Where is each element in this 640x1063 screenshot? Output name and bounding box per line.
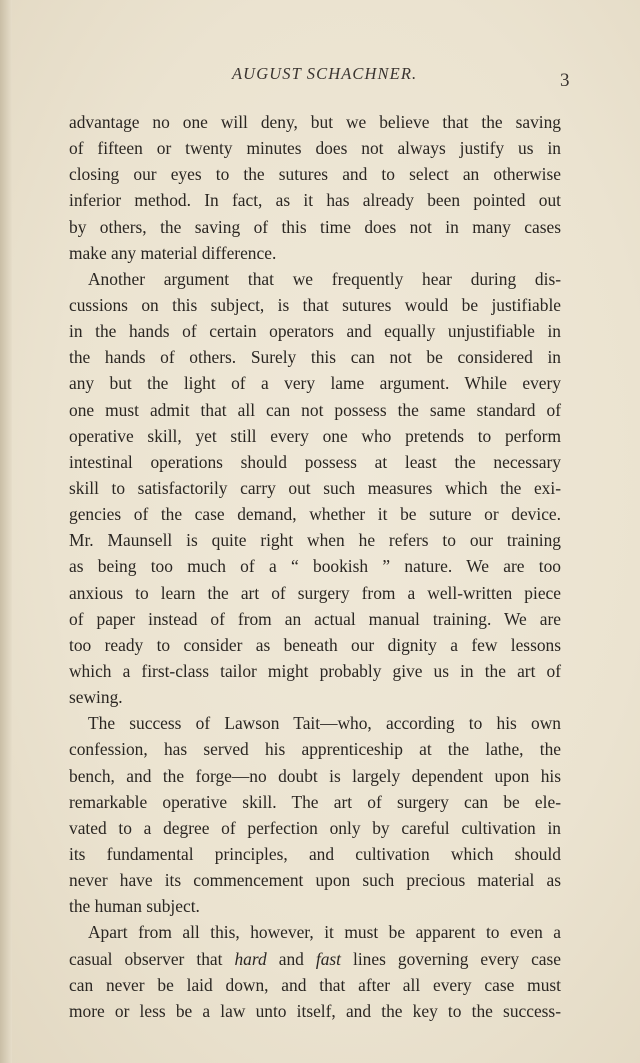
italic-word-hard: hard xyxy=(234,948,267,969)
text-line: of paper instead of from an actual manual training. We are xyxy=(69,608,561,629)
text-line: closing our eyes to the sutures and to select an otherwise xyxy=(69,164,561,185)
running-head xyxy=(0,64,640,90)
italic-word-fast: fast xyxy=(315,948,341,969)
text-line: too ready to consider as beneath our dignity a few lessons xyxy=(69,634,561,655)
text-line: vated to a degree of perfection only by careful cultivation in xyxy=(69,817,561,838)
text-line: bench, and the forge—no doubt is largely dependent upon his xyxy=(69,765,561,786)
body-text xyxy=(69,109,561,1024)
text-line: more or less be a law unto itself, and the key to the success- xyxy=(69,1000,561,1021)
page-gutter-shadow xyxy=(0,0,12,1063)
text-line: advantage no one will deny, but we believe that the saving xyxy=(69,112,561,132)
text-run: and xyxy=(266,948,316,969)
text-line: its fundamental principles, and cultivation which should xyxy=(69,843,561,864)
text-run: casual observer that xyxy=(69,948,235,969)
text-line: anxious to learn the art of surgery from a well-written piece xyxy=(69,582,561,603)
text-line: operative skill, yet still every one who pretends to perform xyxy=(69,425,561,446)
text-line: any but the light of a very lame argument. While every xyxy=(69,373,561,394)
page-number: 3 xyxy=(560,70,570,91)
paragraph-first-line: Another argument that we frequently hear during dis- xyxy=(88,268,561,289)
text-line: in the hands of certain operators and equally unjustifiable in xyxy=(69,321,561,342)
text-line: by others, the saving of this time does not in many cases xyxy=(69,216,561,237)
text-line: make any material difference. xyxy=(69,242,277,263)
text-run: lines governing every case xyxy=(341,948,561,969)
text-line: skill to satisfactorily carry out such measures which the exi- xyxy=(69,477,561,498)
text-line: inferior method. In fact, as it has already been pointed out xyxy=(69,190,561,211)
text-line: the hands of others. Surely this can not be considered in xyxy=(69,347,561,368)
paragraph-first-line: Apart from all this, however, it must be apparent to even a xyxy=(88,922,561,943)
text-line: as being too much of a “ bookish ” nature. We are too xyxy=(69,556,561,577)
text-line: which a first-class tailor might probably give us in the art of xyxy=(69,660,561,681)
text-line: sewing. xyxy=(69,687,123,708)
text-line: Mr. Maunsell is quite right when he refers to our training xyxy=(69,530,561,551)
text-line: one must admit that all can not possess the same standard of xyxy=(69,399,561,420)
text-line: confession, has served his apprenticeship at the lathe, the xyxy=(69,739,561,760)
text-line-with-italics xyxy=(69,946,561,972)
text-line: gencies of the case demand, whether it be suture or device. xyxy=(69,504,561,525)
text-line: the human subject. xyxy=(69,896,200,917)
running-title: AUGUST SCHACHNER. xyxy=(232,64,418,83)
text-line: cussions on this subject, is that sutures would be justifiable xyxy=(69,294,561,315)
text-line: of fifteen or twenty minutes does not always justify us in xyxy=(69,138,561,159)
text-line: never have its commencement upon such precious material as xyxy=(69,870,561,891)
text-line: can never be laid down, and that after all every case must xyxy=(69,974,561,995)
text-line: intestinal operations should possess at least the necessary xyxy=(69,451,561,472)
paragraph-first-line: The success of Lawson Tait—who, according to his own xyxy=(88,713,561,734)
text-line: remarkable operative skill. The art of surgery can be ele- xyxy=(69,791,561,812)
